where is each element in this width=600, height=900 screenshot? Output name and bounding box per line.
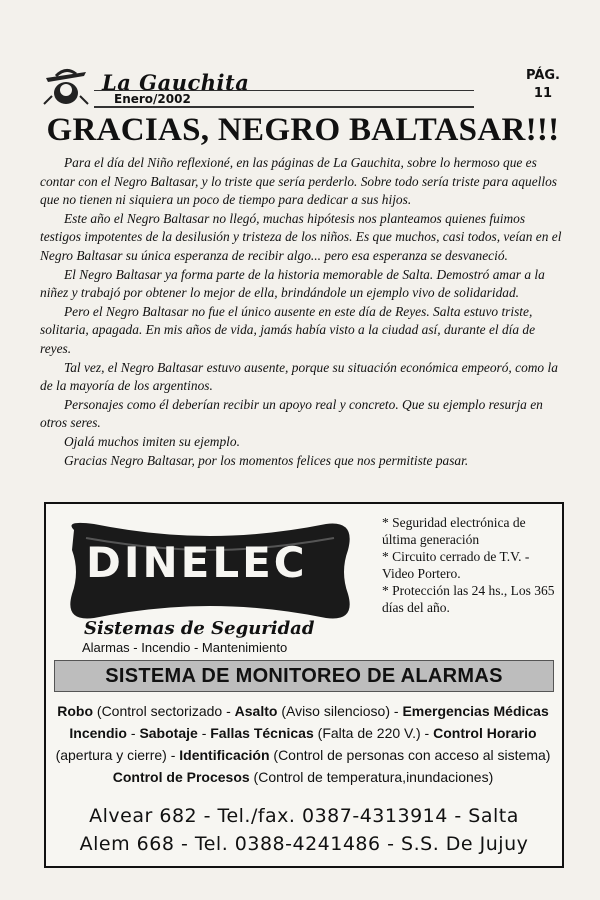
article-title: GRACIAS, NEGRO BALTASAR!!! [46,112,560,148]
service-fallas-note: (Falta de 220 V.) [317,725,421,741]
feature-item: * Protección las 24 hs., Los 365 días del año. [382,583,555,615]
service-horario: Control Horario [433,725,537,741]
page-number: 11 [533,86,552,101]
contact-block [56,802,552,858]
services-line [52,744,554,766]
separator: - [201,725,207,741]
article-paragraph: Este año el Negro Baltasar no llegó, muchas hipótesis nos planteamos quienes fuimos testigos impotentes de la desilusión y tristeza de los niños. Es que muchos, casi todos, veían en el Negro Baltasar su única esperanza de recibir algo... pero esa esperanza se desvaneció. [40,210,562,263]
article-paragraph: El Negro Baltasar ya forma parte de la historia memorable de Salta. Demostró amar a la niñez y trabajó por obtener lo mejor de ella, brindándole un ejemplo vivo de solidaridad. [40,266,545,301]
feature-item: * Seguridad electrónica de última generación [382,515,526,547]
separator: - [170,747,176,763]
service-procesos-note: (Control de temperatura,inundaciones) [253,769,494,785]
ad-tagline: Alarmas - Incendio - Mantenimiento [82,640,288,655]
article-paragraph: Pero el Negro Baltasar no fue el único ausente en este día de Reyes. Salta estuvo triste, solitaria, apagada. En mis años de vida, jamás había visto a la ciudad así, durante el día de reyes. [40,303,536,356]
article-body [40,154,566,470]
services-list [52,700,554,788]
article-paragraph: Para el día del Niño reflexioné, en las páginas de La Gauchita, sobre lo hermoso que es contar con el Negro Baltasar, y lo triste que sería perderlo. Sobre todo sería triste para aquellos que no tienen ni siquiera un poco de tiempo para dedicar a sus hijos. [40,155,557,208]
ad-features-list [382,514,558,616]
service-robo: Robo [57,703,94,719]
services-line [52,722,554,744]
services-line [52,700,554,722]
dinelec-logo-text: DINELEC [86,538,308,587]
article-paragraph: Gracias Negro Baltasar, por los momentos felices que nos permitiste pasar. [64,452,469,468]
contact-salta: Alvear 682 - Tel./fax. 0387-4313914 - Salta [89,805,519,827]
gaucho-logo-icon [42,66,90,106]
service-incendio: Incendio [69,725,127,741]
service-robo-note: (Control sectorizado [96,703,223,719]
monitoring-banner: SISTEMA DE MONITOREO DE ALARMAS [54,660,554,692]
dinelec-advertisement [44,502,564,868]
service-identificacion-note: (Control de personas con acceso al sistema) [273,747,551,763]
service-fallas: Fallas Técnicas [210,725,314,741]
services-line [52,766,554,788]
service-emergencias: Emergencias Médicas [402,703,549,719]
service-procesos: Control de Procesos [112,769,250,785]
magazine-name: La Gauchita [102,70,250,95]
page-label: PÁG. [525,68,560,83]
ad-subtitle: Sistemas de Seguridad [84,618,315,639]
separator: - [130,725,136,741]
service-horario-note: (apertura y cierre) [55,747,167,763]
contact-jujuy: Alem 668 - Tel. 0388-4241486 - S.S. De Jujuy [79,833,529,855]
separator: - [226,703,231,719]
service-asalto-note: (Aviso silencioso) [281,703,390,719]
feature-item: * Circuito cerrado de T.V. - Video Portero. [382,549,530,581]
issue-date: Enero/2002 [114,92,191,106]
service-asalto: Asalto [234,703,278,719]
service-identificacion: Identificación [179,747,270,763]
article-paragraph: Personajes como él deberían recibir un apoyo real y concreto. Que su ejemplo resurja en otros seres. [40,396,543,431]
page-header [42,66,562,110]
service-sabotaje: Sabotaje [139,725,198,741]
separator: - [424,725,430,741]
article-paragraph: Ojalá muchos imiten su ejemplo. [64,433,240,449]
article-paragraph: Tal vez, el Negro Baltasar estuvo ausente, porque su situación económica empeoró, como la de la mayoría de los argentinos. [40,359,558,394]
header-rule-bottom [94,106,474,108]
separator: - [393,703,399,719]
